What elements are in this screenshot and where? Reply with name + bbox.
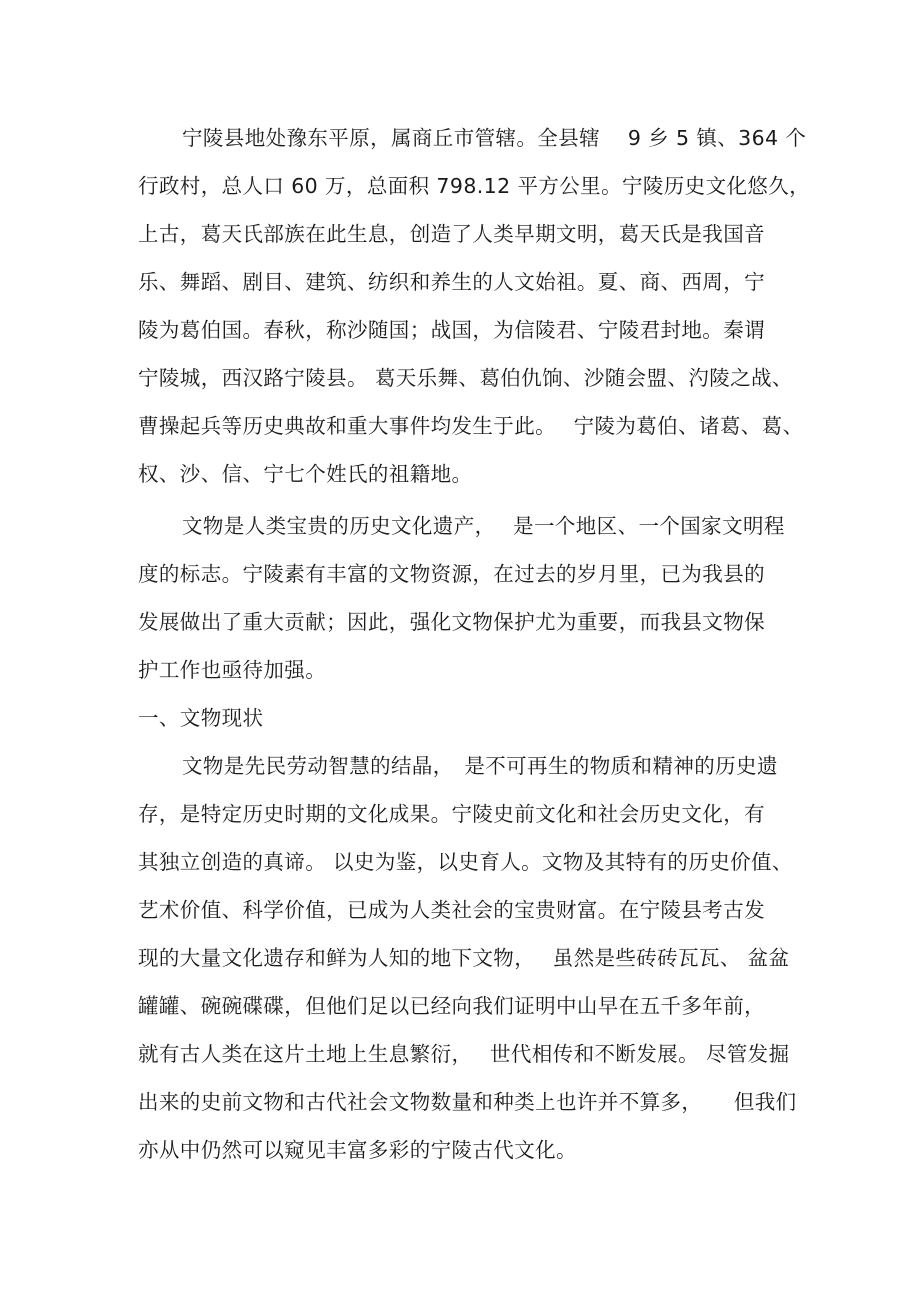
paragraph-line: 发展做出了重大贡献；因此，强化文物保护尤为重要，而我县文物保 [138, 610, 765, 634]
paragraph-line: 艺术价值、科学价值，已成为人类社会的宝贵财富。在宁陵县考古发 [138, 898, 765, 922]
paragraph-line: 亦从中仍然可以窥见丰富多彩的宁陵古代文化。 [138, 1138, 577, 1162]
paragraph-line: 度的标志。宁陵素有丰富的文物资源，在过去的岁月里，已为我县的 [138, 562, 765, 586]
paragraph-line: 护工作也亟待加强。 [138, 658, 327, 682]
paragraph-line: 出来的史前文物和古代社会文物数量和种类上也许并不算多， 但我们 [138, 1090, 797, 1114]
paragraph-line: 上古，葛天氏部族在此生息，创造了人类早期文明，葛天氏是我国音 [138, 222, 765, 246]
paragraph-line: 其独立创造的真谛。 以史为鉴，以史育人。文物及其特有的历史价值、 [138, 850, 793, 874]
paragraph-line: 陵为葛伯国。春秋，称沙随国；战国，为信陵君、宁陵君封地。秦谓 [138, 318, 765, 342]
paragraph-line: 宁陵县地处豫东平原，属商丘市管辖。全县辖 9 乡 5 镇、364 个 [182, 126, 807, 150]
paragraph-line: 就有古人类在这片土地上生息繁衍， 世代相传和不断发展。 尽管发掘 [138, 1042, 790, 1066]
paragraph-line: 乐、舞蹈、剧目、建筑、纺织和养生的人文始祖。夏、商、西周，宁 [138, 270, 765, 294]
paragraph-line: 现的大量文化遗存和鲜为人知的地下文物， 虽然是些砖砖瓦瓦、 盆盆 [138, 946, 790, 970]
paragraph-line: 罐罐、碗碗碟碟，但他们足以已经向我们证明中山早在五千多年前， [138, 994, 765, 1018]
paragraph-line: 存，是特定历史时期的文化成果。宁陵史前文化和社会历史文化，有 [138, 802, 765, 826]
paragraph-line: 宁陵城，西汉路宁陵县。 葛天乐舞、葛伯仇饷、沙随会盟、汋陵之战、 [138, 366, 793, 390]
paragraph-line: 文物是人类宝贵的历史文化遗产， 是一个地区、一个国家文明程 [182, 514, 785, 538]
paragraph-line: 曹操起兵等历史典故和重大事件均发生于此。 宁陵为葛伯、诸葛、葛、 [138, 414, 804, 438]
paragraph-line: 文物是先民劳动智慧的结晶， 是不可再生的物质和精神的历史遗 [182, 754, 778, 778]
paragraph-line: 权、沙、信、宁七个姓氏的祖籍地。 [138, 462, 473, 486]
paragraph-line: 行政村，总人口 60 万，总面积 798.12 平方公里。宁陵历史文化悠久， [138, 174, 811, 198]
section-heading: 一、文物现状 [138, 706, 264, 730]
